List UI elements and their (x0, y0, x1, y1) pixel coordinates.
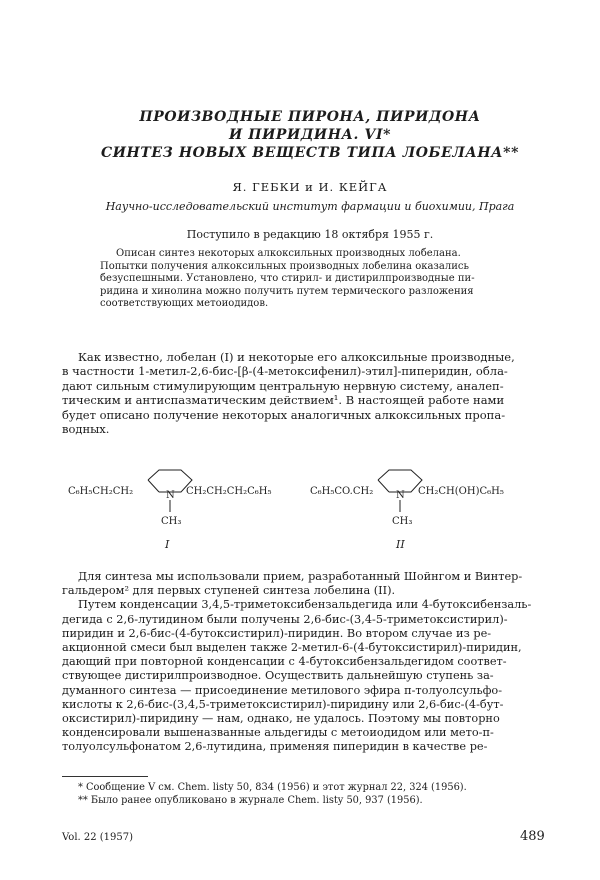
footnotes (62, 782, 558, 807)
nitrogen-ii: N (396, 490, 405, 501)
abstract-line: соответствующих метоиодидов. (100, 298, 269, 310)
text-line: дающий при повторной конденсации с 4-бутоксибензальдегидом соответ- (62, 655, 507, 669)
chemical-structures (60, 450, 560, 560)
text-line: толуолсульфонатом 2,6-лутидина, применяя пиперидин в качестве ре- (62, 740, 488, 754)
abstract-line: Попытки получения алкоксильных производных лобелина оказались (100, 260, 469, 272)
piperidine-ring-ii (378, 470, 422, 492)
authors: Я. ГЕБКИ и И. КЕЙГА (232, 180, 388, 194)
text-line: будет описано получение некоторых аналогичных алкоксильных пропа- (62, 407, 506, 422)
nitrogen-i: N (166, 490, 175, 501)
text-line: в частности 1-метил-2,6-бис-[β-(4-метоксифенил)-этил]-пиперидин, обла- (62, 364, 508, 379)
journal-volume: Vol. 22 (1957) (62, 832, 134, 843)
title-line-1: ПРОИЗВОДНЫЕ ПИРОНА, ПИРИДОНА (139, 109, 481, 125)
text-line: Для синтеза мы использовали прием, разработанный Шойнгом и Винтер- (78, 570, 523, 583)
text-line: конденсировали вышеназванные альдегиды с метоиодидом или мето-п- (62, 726, 494, 740)
label-ii: II (396, 538, 405, 551)
abstract-line: Описан синтез некоторых алкоксильных производных лобелана. (116, 248, 461, 259)
structure-drawing (60, 450, 560, 560)
text-line: гальдером² для первых ступеней синтеза лобелина (II). (62, 584, 396, 598)
right-substituent-i: CH₂CH₂CH₂C₆H₅ (186, 486, 272, 497)
title-line-2: И ПИРИДИНА. VI* (228, 127, 392, 143)
institute: Научно-исследовательский институт фармации и биохимии, Прага (105, 200, 515, 213)
footnote-divider (62, 776, 148, 777)
n-methyl-ii: CH₃ (392, 516, 413, 527)
body-paragraph (62, 570, 558, 755)
abstract-line: ридина и хинолина можно получить путем термического разложения (100, 285, 474, 297)
text-line: ствующее дистирилпроизводное. Осуществить дальнейшую ступень за- (62, 669, 494, 683)
text-line: пиридин и 2,6-бис-(4-бутоксистирил)-пиридин. Во втором случае из ре- (62, 626, 492, 640)
footnote: ** Было ранее опубликовано в журнале Chem. listy 50, 937 (1956). (78, 794, 423, 806)
label-i: I (165, 538, 170, 551)
text-line: дают сильным стимулирующим центральную нервную систему, аналеп- (62, 378, 504, 393)
ring-bond-i (148, 480, 159, 492)
text-line: дегида с 2,6-лутидином были получены 2,6-бис-(3,4-5-триметоксистирил)- (62, 612, 508, 626)
ring-bond-ii (378, 480, 389, 492)
text-line: Как известно, лобелан (I) и некоторые его алкоксильные производные, (78, 350, 515, 364)
text-line: думанного синтеза — присоединение метилового эфира п-толуолсульфо- (62, 683, 503, 697)
abstract-line: безуспешными. Установлено, что стирил- и дистирилпроизводные пи- (100, 273, 475, 285)
left-substituent-i: C₆H₅CH₂CH₂ (68, 486, 134, 497)
n-methyl-i: CH₃ (161, 516, 182, 527)
text-line: Путем конденсации 3,4,5-триметоксибензальдегида или 4-бутоксибензаль- (78, 598, 532, 612)
intro-paragraph (62, 350, 558, 436)
text-line: акционной смеси был выделен также 2-метил-6-(4-бутоксистирил)-пиридин, (62, 641, 522, 655)
title-line-3: СИНТЕЗ НОВЫХ ВЕЩЕСТВ ТИПА ЛОБЕЛАНА** (100, 145, 520, 161)
text-line: кислоты к 2,6-бис-(3,4,5-триметоксистирил)-пиридину или 2,6-бис-(4-бут- (62, 697, 504, 711)
text-line: оксистирил)-пиридину — нам, однако, не удалось. Поэтому мы повторно (62, 712, 500, 726)
footnote: * Сообщение V см. Chem. listy 50, 834 (1956) и этот журнал 22, 324 (1956). (78, 782, 467, 793)
page-number: 489 (520, 829, 545, 844)
left-substituent-ii: C₆H₅CO.CH₂ (310, 486, 374, 497)
article-title (60, 108, 560, 162)
abstract (100, 248, 512, 311)
text-line: водных. (62, 422, 110, 437)
right-substituent-ii: CH₂CH(OH)C₆H₅ (418, 486, 504, 497)
received-date: Поступило в редакцию 18 октября 1955 г. (186, 228, 434, 241)
text-line: тическим и антиспазматическим действием¹. В настоящей работе нами (62, 393, 505, 408)
